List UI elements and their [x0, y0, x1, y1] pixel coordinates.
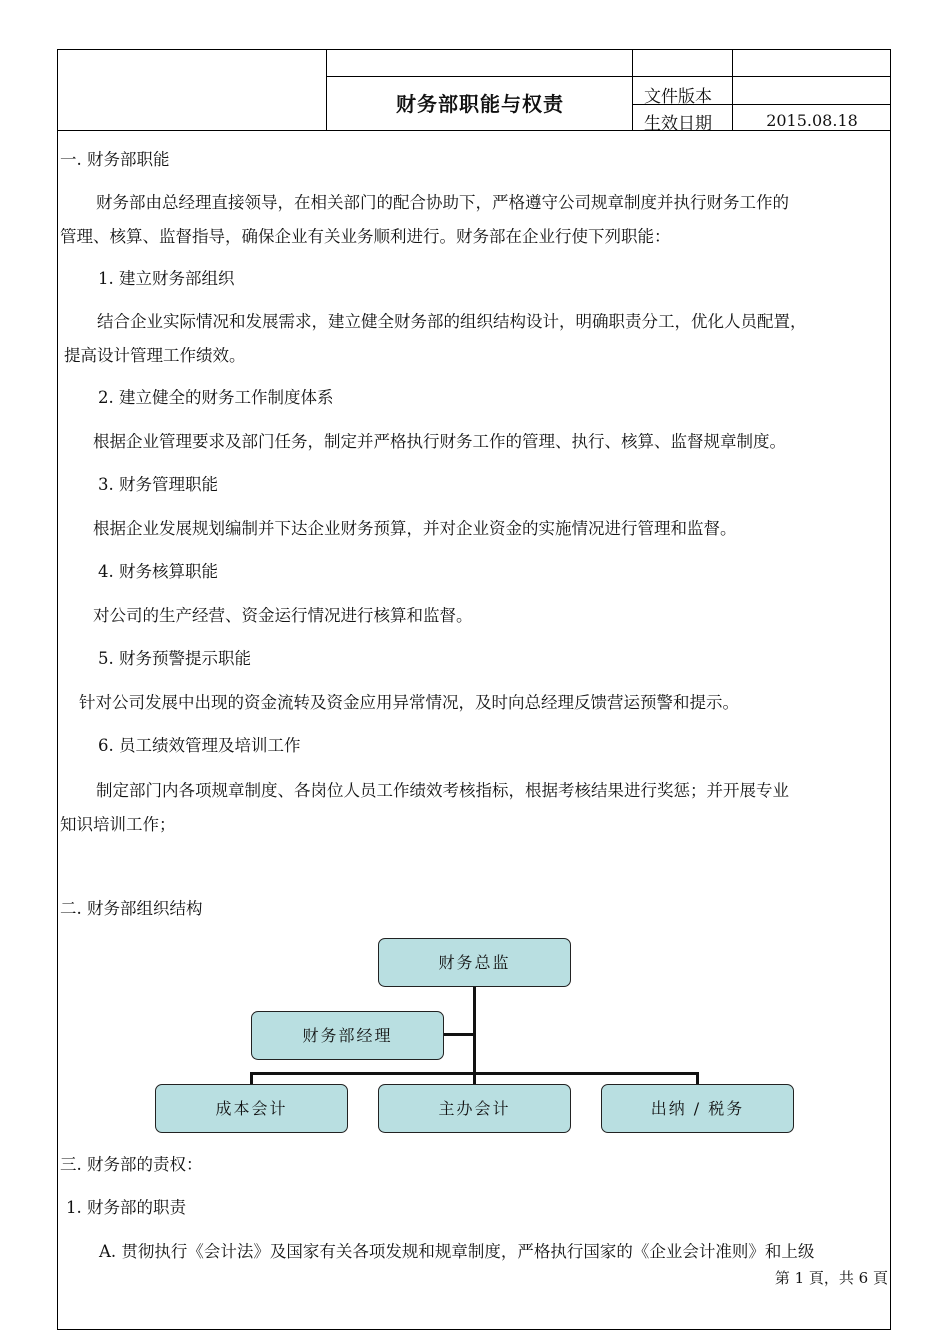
item6-title: 6. 员工绩效管理及培训工作 — [98, 736, 301, 755]
org-cashier-tax-label: 出纳 / 税务 — [650, 1099, 745, 1118]
item4-line1: 对公司的生产经营、资金运行情况进行核算和监督。 — [93, 606, 473, 625]
item1-line1: 结合企业实际情况和发展需求，建立健全财务部的组织结构设计，明确职责分工，优化人员配置， — [97, 312, 807, 331]
section3-sub-heading: 1. 财务部的职责 — [66, 1198, 186, 1217]
item2-title: 2. 建立健全的财务工作制度体系 — [98, 388, 334, 407]
section1-intro-line1: 财务部由总经理直接领导，在相关部门的配合协助下，严格遵守公司规章制度并执行财务工作的 — [96, 193, 789, 212]
org-cost-accountant-label: 成本会计 — [215, 1099, 288, 1118]
item4-title: 4. 财务核算职能 — [98, 562, 218, 581]
org-box-finance-manager — [251, 1011, 444, 1060]
item6-line2: 知识培训工作； — [60, 815, 176, 834]
org-box-cost-accountant — [155, 1084, 348, 1133]
document-title: 财务部职能与权责 — [396, 92, 564, 116]
org-box-cashier-tax — [601, 1084, 794, 1133]
org-chief-accountant-label: 主办会计 — [438, 1099, 511, 1118]
org-finance-manager-label: 财务部经理 — [302, 1026, 393, 1045]
org-finance-director-label: 财务总监 — [438, 953, 511, 972]
item2-line1: 根据企业管理要求及部门任务，制定并严格执行财务工作的管理、执行、核算、监督规章制度。 — [93, 432, 786, 451]
section1-intro-line2: 管理、核算、监督指导，确保企业有关业务顺利进行。财务部在企业行使下列职能： — [60, 227, 671, 246]
item5-line1: 针对公司发展中出现的资金流转及资金应用异常情况，及时向总经理反馈营运预警和提示。 — [79, 693, 739, 712]
effective-date-value: 2015.08.18 — [766, 111, 858, 130]
header-bottom-line — [57, 130, 891, 131]
header-row-line-1 — [326, 76, 891, 77]
effective-date-label: 生效日期 — [644, 114, 712, 134]
item6-line1: 制定部门内各项规章制度、各岗位人员工作绩效考核指标，根据考核结果进行奖惩；并开展专业 — [96, 781, 789, 800]
item3-title: 3. 财务管理职能 — [98, 475, 218, 494]
page-number: 第 1 頁，共 6 頁 — [774, 1269, 888, 1287]
item5-title: 5. 财务预警提示职能 — [98, 649, 251, 668]
version-label: 文件版本 — [644, 87, 712, 107]
item1-title: 1. 建立财务部组织 — [98, 269, 235, 288]
item1-line2: 提高设计管理工作绩效。 — [64, 346, 246, 365]
org-connector-manager — [442, 1033, 475, 1036]
item3-line1: 根据企业发展规划编制并下达企业财务预算，并对企业资金的实施情况进行管理和监督。 — [93, 519, 737, 538]
header-divider-2 — [632, 49, 633, 131]
header-divider-1 — [326, 49, 327, 131]
org-box-finance-director — [378, 938, 571, 987]
header-divider-3 — [732, 49, 733, 131]
section1-heading: 一. 财务部职能 — [60, 150, 170, 169]
section2-heading: 二. 财务部组织结构 — [60, 899, 203, 918]
section3-heading: 三. 财务部的责权： — [60, 1155, 203, 1174]
org-box-chief-accountant — [378, 1084, 571, 1133]
section3-item-a: A. 贯彻执行《会计法》及国家有关各项发规和规章制度，严格执行国家的《企业会计准则》和上级 — [99, 1242, 815, 1261]
org-connector-vertical-main — [473, 986, 476, 1074]
